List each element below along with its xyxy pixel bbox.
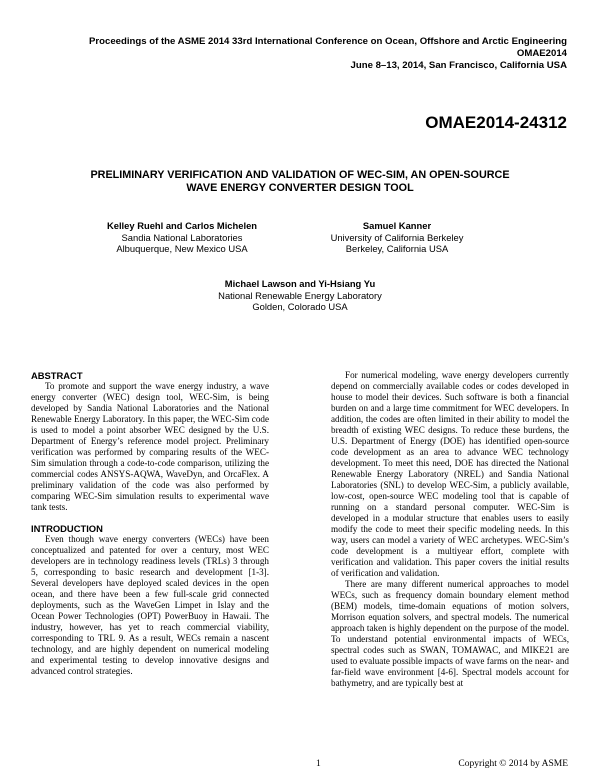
body-paragraph-1: For numerical modeling, wave energy developers currently depend on commercially available codes or codes developed in house to model their devices. Such software is both a financial burden on and a large time commitment for WEC developers. In addition, the codes are often limited in their ability to model the breadth of existing WEC designs. To reduce these burdens, the U.S. Department of Energy (DOE) has identified open-source code development as an area to advance WEC technology development. To meet this need, DOE has directed the National Renewable Energy Laboratory (NREL) and Sandia National Laboratories (SNL) to develop WEC-Sim, a publicly available, low-cost, open-source WEC modeling tool that is capable of running on a standard personal computer. WEC-Sim is developed in a modular structure that enables users to easily modify the code to meet their specific modeling needs. In this way, users can model a variety of WEC archetypes. WEC-Sim’s code development is a multiyear effort, complete with verification and validation. This paper covers the initial results of verification and validation.	[331, 370, 569, 578]
conference-acronym: OMAE2014	[516, 48, 567, 59]
abstract-text: To promote and support the wave energy industry, a wave energy converter (WEC) design tool, WEC-Sim, is being developed by Sandia National Laboratories and the National Renewable Energy Laboratory. In this paper, the WEC-Sim code is used to model a point absorber WEC designed by the U.S. Department of Energy’s reference model project. Preliminary verification was performed by comparing results of the WEC-Sim simulation through a code-to-code comparison, utilizing the commercial codes ANSYS-AQWA, WaveDyn, and OrcaFlex. A preliminary validation of the code was also performed by comparing WEC-Sim simulation results to experimental wave tank tests.	[31, 381, 269, 512]
conference-name: Proceedings of the ASME 2014 33rd International Conference on Ocean, Offshore and Arctic Engineering	[88, 36, 567, 47]
author-affiliation: National Renewable Energy Laboratory	[218, 289, 382, 301]
author-location: Albuquerque, New Mexico USA	[116, 243, 248, 254]
paper-id: OMAE2014-24312	[425, 113, 567, 132]
author-names: Michael Lawson and Yi-Hsiang Yu	[224, 278, 376, 289]
title-line-1: PRELIMINARY VERIFICATION AND VALIDATION OF WEC-SIM, AN OPEN-SOURCE	[90, 169, 510, 181]
author-block-2	[282, 220, 512, 255]
paper-title	[80, 169, 520, 195]
author-block-3	[185, 278, 415, 313]
author-names: Samuel Kanner	[362, 220, 432, 231]
left-column	[31, 370, 269, 677]
title-line-2: WAVE ENERGY CONVERTER DESIGN TOOL	[186, 182, 414, 194]
author-affiliation: Sandia National Laboratories	[121, 231, 243, 243]
right-column	[331, 370, 569, 689]
author-location: Golden, Colorado USA	[252, 301, 348, 312]
author-names: Kelley Ruehl and Carlos Michelen	[106, 220, 258, 231]
author-location: Berkeley, California USA	[345, 243, 449, 254]
conference-header	[89, 36, 567, 72]
introduction-paragraph-1: Even though wave energy converters (WECs) have been conceptualized and patented for over a century, most WEC developers are in technology readiness levels (TRLs) 3 through 5, corresponding to basic research and development [1-3]. Several developers have deployed scaled devices in the open ocean, and there have been a few full-scale grid connected deployments, such as the WaveGen Limpet in Islay and the Ocean Power Technologies (OPT) PowerBuoy in Hawaii. The industry, however, has yet to reach commercial viability, corresponding to TRL 9. As a result, WECs remain a nascent technology, and are highly dependent on numerical modeling and experimental testing to develop innovative designs and advanced control strategies.	[31, 534, 269, 676]
conference-date-location: June 8–13, 2014, San Francisco, California USA	[350, 60, 567, 71]
body-paragraph-2: There are many different numerical approaches to model WECs, such as frequency domain boundary element method (BEM) models, time-domain equations of motion solvers, Morrison equation solvers, and spectral models. The numerical approach taken is highly dependent on the purpose of the model. To understand potential environmental impacts of WECs, spectral codes such as SWAN, TOMAWAC, and MIKE21 are used to evaluate possible impacts of wave farms on the near- and far-field wave environment [4-6]. Spectral models account for bathymetry, and are typically best at	[331, 579, 569, 688]
abstract-heading: ABSTRACT	[31, 370, 83, 381]
introduction-heading: INTRODUCTION	[31, 523, 103, 534]
page-number: 1	[316, 759, 321, 769]
author-block-1	[67, 220, 297, 255]
copyright-notice: Copyright © 2014 by ASME	[458, 759, 568, 769]
author-affiliation: University of California Berkeley	[330, 231, 464, 243]
